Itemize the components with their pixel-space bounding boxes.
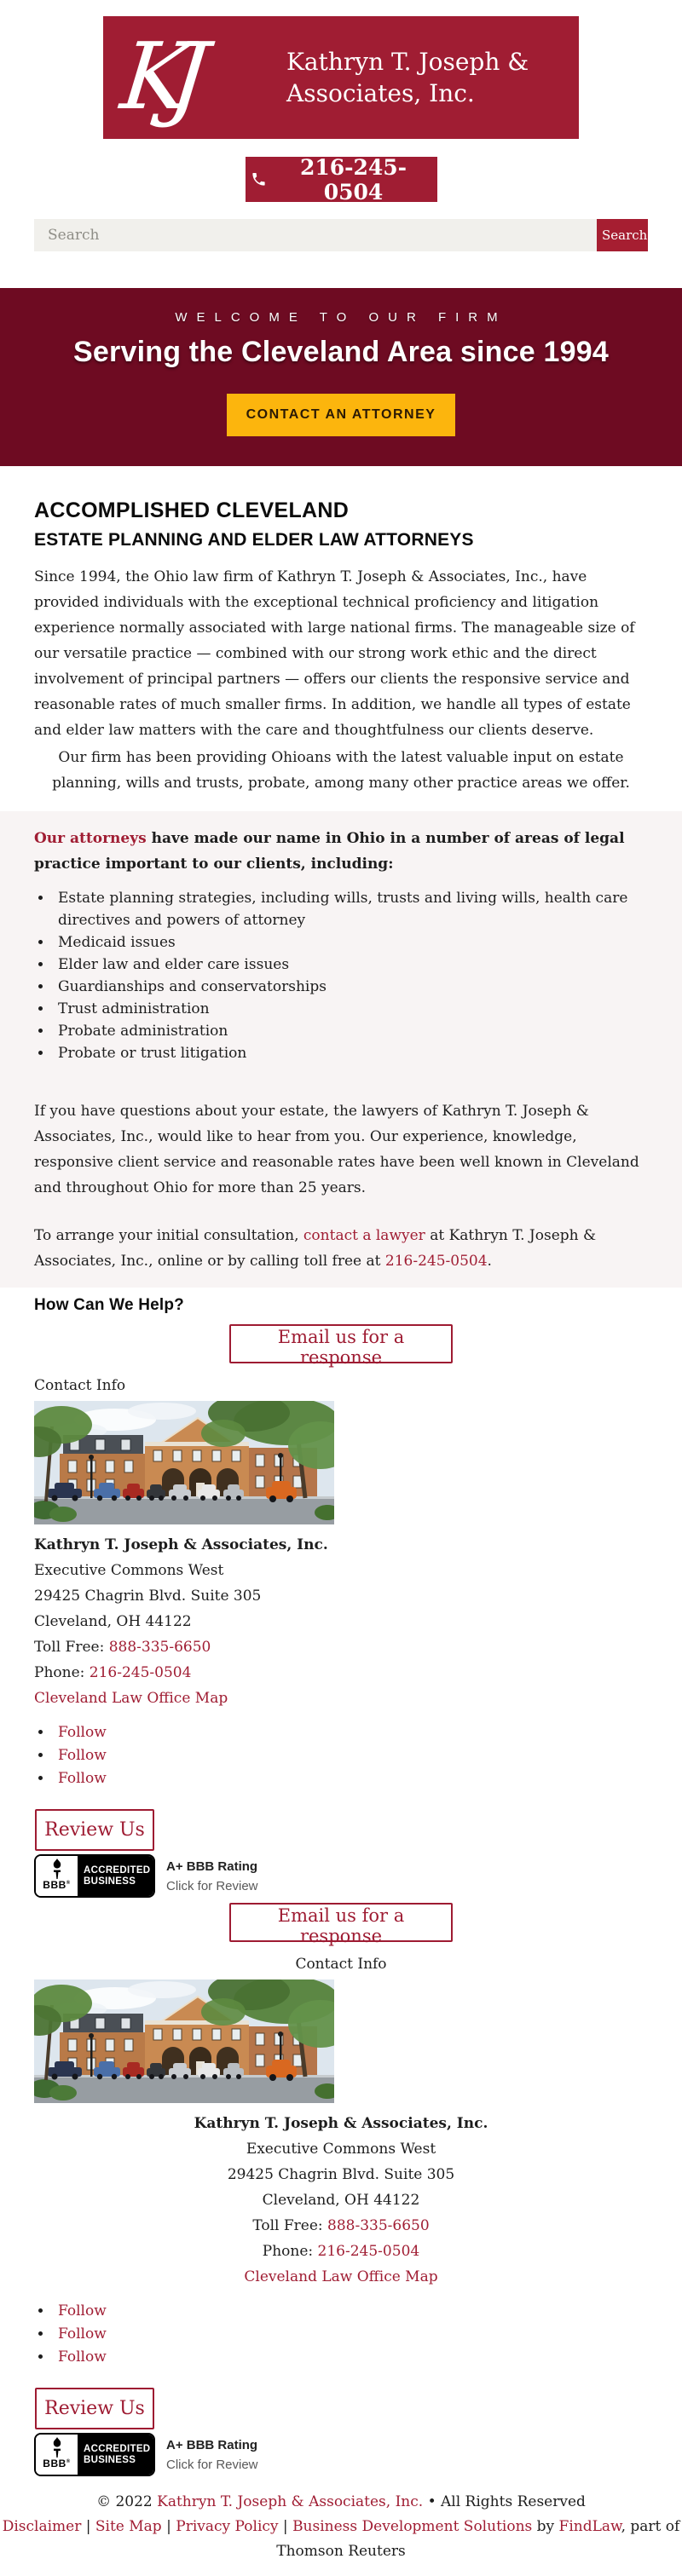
contact-a-lawyer-link[interactable]: contact a lawyer: [303, 1227, 425, 1244]
by-text: by: [532, 2518, 559, 2535]
hero-banner: [0, 288, 682, 466]
bbb-rating-text: [166, 2438, 258, 2472]
contact-info-label: Contact Info: [295, 1956, 387, 1973]
search-input[interactable]: [34, 219, 597, 251]
contact-firm-name: Kathryn T. Joseph & Associates, Inc.: [194, 2115, 488, 2132]
list-item: [53, 1020, 648, 1042]
office-building-photo: [34, 1401, 334, 1524]
bbb-rating-label: A+ BBB Rating: [166, 2437, 258, 2452]
hero-title: Serving the Cleveland Area since 1994: [73, 336, 609, 368]
tollfree-phone-link[interactable]: 888-335-6650: [327, 2217, 430, 2234]
kj-monogram-icon: KJ: [116, 24, 194, 130]
list-item: [53, 954, 648, 976]
consult-text: .: [487, 1253, 492, 1270]
office-map-line: [34, 1686, 648, 1711]
contact-address-line2: 29425 Chagrin Blvd. Suite 305: [227, 2166, 455, 2183]
bbb-accredited-line1: ACCREDITED: [84, 2443, 151, 2454]
bbb-torch-icon: [49, 2437, 66, 2458]
list-item: [53, 998, 648, 1020]
hero-eyebrow: WELCOME TO OUR FIRM: [175, 310, 507, 325]
list-item: [53, 1721, 648, 1744]
separator: |: [278, 2518, 293, 2535]
bbb-torch-panel: [36, 2435, 78, 2475]
practice-areas-list: [34, 887, 648, 1064]
consult-text: at Kathryn T. Joseph & Associates, Inc., online or by calling toll free at: [34, 1227, 597, 1270]
bbb-word: BBB®: [43, 1879, 71, 1891]
practice-item: Probate or trust litigation: [58, 1045, 247, 1062]
bbb-accredited-line2: BUSINESS: [84, 1876, 136, 1887]
firm-logo[interactable]: [103, 16, 579, 139]
page-title: ACCOMPLISHED CLEVELAND: [34, 498, 350, 522]
contact-info-block-1: [34, 1377, 648, 1898]
bbb-word: BBB®: [43, 2458, 71, 2469]
address-block: [34, 2111, 648, 2290]
our-attorneys-link[interactable]: Our attorneys: [34, 830, 147, 847]
practice-item: Trust administration: [58, 1000, 210, 1017]
contact-address-line1: Executive Commons West: [246, 2141, 436, 2158]
list-item: [53, 2300, 648, 2323]
firm-name-line1: Kathryn T. Joseph &: [286, 48, 529, 76]
office-building-photo: [34, 1980, 334, 2103]
practice-item: Elder law and elder care issues: [58, 956, 290, 973]
sitemap-link[interactable]: Site Map: [95, 2518, 162, 2535]
bbb-badge: [34, 2433, 155, 2476]
intro-paragraph-1: Since 1994, the Ohio law firm of Kathryn T. Joseph & Associates, Inc., have provided individuals with the exceptional technical proficiency and litigation experience normally associated with large national firms. The manageable size of our versatile practice — combined with our strong work ethic and the direct involvement of principal partners — offers our clients the responsive service and reasonable rates of much smaller firms. In addition, we handle all types of estate and elder law matters with the care and thoughtfulness our clients deserve.: [34, 568, 635, 739]
practice-lead-text: have made our name in Ohio in a number of areas of legal practice important to our clients, including:: [34, 830, 625, 873]
follow-link[interactable]: Follow: [58, 2325, 107, 2343]
firm-name: [286, 46, 529, 109]
list-item: [53, 976, 648, 998]
bbb-accreditation[interactable]: [34, 2433, 648, 2476]
phone-label: Phone:: [262, 2243, 318, 2260]
contact-info-block-2: [34, 1956, 648, 2476]
separator: |: [81, 2518, 95, 2535]
phone-icon: [251, 171, 267, 187]
contact-tollfree-line: [34, 2213, 648, 2239]
list-item: [53, 1767, 648, 1790]
firm-name-line2: Associates, Inc.: [286, 79, 475, 107]
intro-section: [34, 498, 648, 796]
bbb-click-label: Click for Review: [166, 1878, 258, 1893]
page-subtitle: ESTATE PLANNING AND ELDER LAW ATTORNEYS: [34, 530, 474, 550]
bbb-accredited-panel: [78, 1856, 153, 1896]
list-item: [53, 2323, 648, 2346]
contact-info-label: Contact Info: [34, 1377, 126, 1394]
intro-paragraph-2: Our firm has been providing Ohioans with the latest valuable input on estate planning, wills and trusts, probate, among many other practice areas we offer.: [52, 749, 630, 792]
email-us-button[interactable]: Email us for a response: [229, 1324, 453, 1363]
office-map-link[interactable]: Cleveland Law Office Map: [34, 1690, 228, 1707]
follow-link[interactable]: Follow: [58, 2302, 107, 2320]
bbb-accredited-panel: [78, 2435, 153, 2475]
privacy-policy-link[interactable]: Privacy Policy: [176, 2518, 279, 2535]
list-item: [53, 2346, 648, 2369]
review-us-button[interactable]: Review Us: [35, 2388, 154, 2429]
contact-tollfree-line: [34, 1634, 648, 1660]
contact-firm-name: Kathryn T. Joseph & Associates, Inc.: [34, 1536, 328, 1553]
copyright-line: [0, 2490, 682, 2515]
practice-lead: [34, 826, 648, 877]
bbb-click-label: Click for Review: [166, 2457, 258, 2472]
contact-attorney-button[interactable]: CONTACT AN ATTORNEY: [227, 394, 455, 436]
follow-link[interactable]: Follow: [58, 2348, 107, 2366]
search-button[interactable]: Search: [597, 219, 648, 251]
bbb-accredited-line2: BUSINESS: [84, 2454, 136, 2465]
address-block: [34, 1532, 648, 1711]
call-phone-button[interactable]: [246, 154, 437, 205]
follow-link[interactable]: Follow: [58, 1747, 107, 1764]
footer-links-line: [0, 2515, 682, 2539]
consultation-paragraph-1: If you have questions about your estate, the lawyers of Kathryn T. Joseph & Associates, Inc., would like to hear from you. Our experience, knowledge, responsive client service and reasonable rates have been well known in Cleveland and throughout Ohio for more than 25 years.: [34, 1103, 639, 1196]
contact-phone-line: [34, 1660, 648, 1686]
office-map-line: [34, 2264, 648, 2290]
tollfree-label: Toll Free:: [252, 2217, 328, 2234]
site-header: [0, 0, 682, 251]
findlaw-link[interactable]: FindLaw: [558, 2518, 621, 2535]
practice-item: Medicaid issues: [58, 934, 176, 951]
footer-firm-link[interactable]: Kathryn T. Joseph & Associates, Inc.: [157, 2493, 424, 2510]
thomson-reuters-line: Thomson Reuters: [276, 2543, 406, 2560]
tollfree-label: Toll Free:: [34, 1639, 109, 1656]
email-us-button[interactable]: Email us for a response: [229, 1903, 453, 1942]
social-follow-list: [34, 2300, 648, 2369]
list-item: [53, 887, 648, 931]
contact-address-line1: Executive Commons West: [34, 1562, 224, 1579]
separator: |: [161, 2518, 176, 2535]
bbb-rating-label: A+ BBB Rating: [166, 1859, 258, 1874]
list-item: [53, 1042, 648, 1064]
practice-item: Guardianships and conservatorships: [58, 978, 327, 995]
bbb-torch-panel: [36, 1856, 78, 1896]
disclaimer-link[interactable]: Disclaimer: [2, 2518, 82, 2535]
bbb-accreditation[interactable]: [34, 1854, 648, 1898]
practice-item: Probate administration: [58, 1023, 228, 1040]
contact-address-line3: Cleveland, OH 44122: [34, 1613, 192, 1630]
contact-address-line3: Cleveland, OH 44122: [262, 2192, 420, 2209]
bbb-badge: [34, 1854, 155, 1898]
how-can-we-help-heading: How Can We Help?: [34, 1296, 184, 1314]
search-bar: [34, 219, 648, 251]
list-item: [53, 1744, 648, 1767]
follow-link[interactable]: Follow: [58, 1770, 107, 1787]
phone-link[interactable]: 216-245-0504: [317, 2243, 420, 2260]
social-follow-list: [34, 1721, 648, 1790]
tollfree-phone-link[interactable]: 888-335-6650: [108, 1639, 211, 1656]
office-map-link[interactable]: Cleveland Law Office Map: [244, 2268, 438, 2285]
bbb-rating-text: [166, 1859, 258, 1893]
phone-label: Phone:: [34, 1664, 90, 1681]
consult-text: To arrange your initial consultation,: [34, 1227, 303, 1244]
phone-link[interactable]: 216-245-0504: [89, 1664, 192, 1681]
part-of-text: , part of: [621, 2518, 680, 2535]
review-us-button[interactable]: Review Us: [35, 1809, 154, 1851]
bbb-accredited-line1: ACCREDITED: [84, 1864, 151, 1876]
footer: [0, 2490, 682, 2576]
bbb-torch-icon: [49, 1859, 66, 1879]
consultation-paragraph-2: [34, 1223, 648, 1274]
list-item: [53, 931, 648, 954]
business-development-link[interactable]: Business Development Solutions: [292, 2518, 533, 2535]
phone-link[interactable]: 216-245-0504: [384, 1253, 488, 1270]
follow-link[interactable]: Follow: [58, 1724, 107, 1741]
copyright-prefix: © 2022: [96, 2493, 158, 2510]
practice-item: Estate planning strategies, including wills, trusts and living wills, health care directives and powers of attorney: [58, 890, 628, 929]
contact-address-line2: 29425 Chagrin Blvd. Suite 305: [34, 1588, 262, 1605]
phone-number-label: 216-245-0504: [299, 154, 407, 205]
contact-phone-line: [34, 2239, 648, 2264]
copyright-suffix: • All Rights Reserved: [423, 2493, 586, 2510]
practice-areas-section: [0, 811, 682, 1288]
